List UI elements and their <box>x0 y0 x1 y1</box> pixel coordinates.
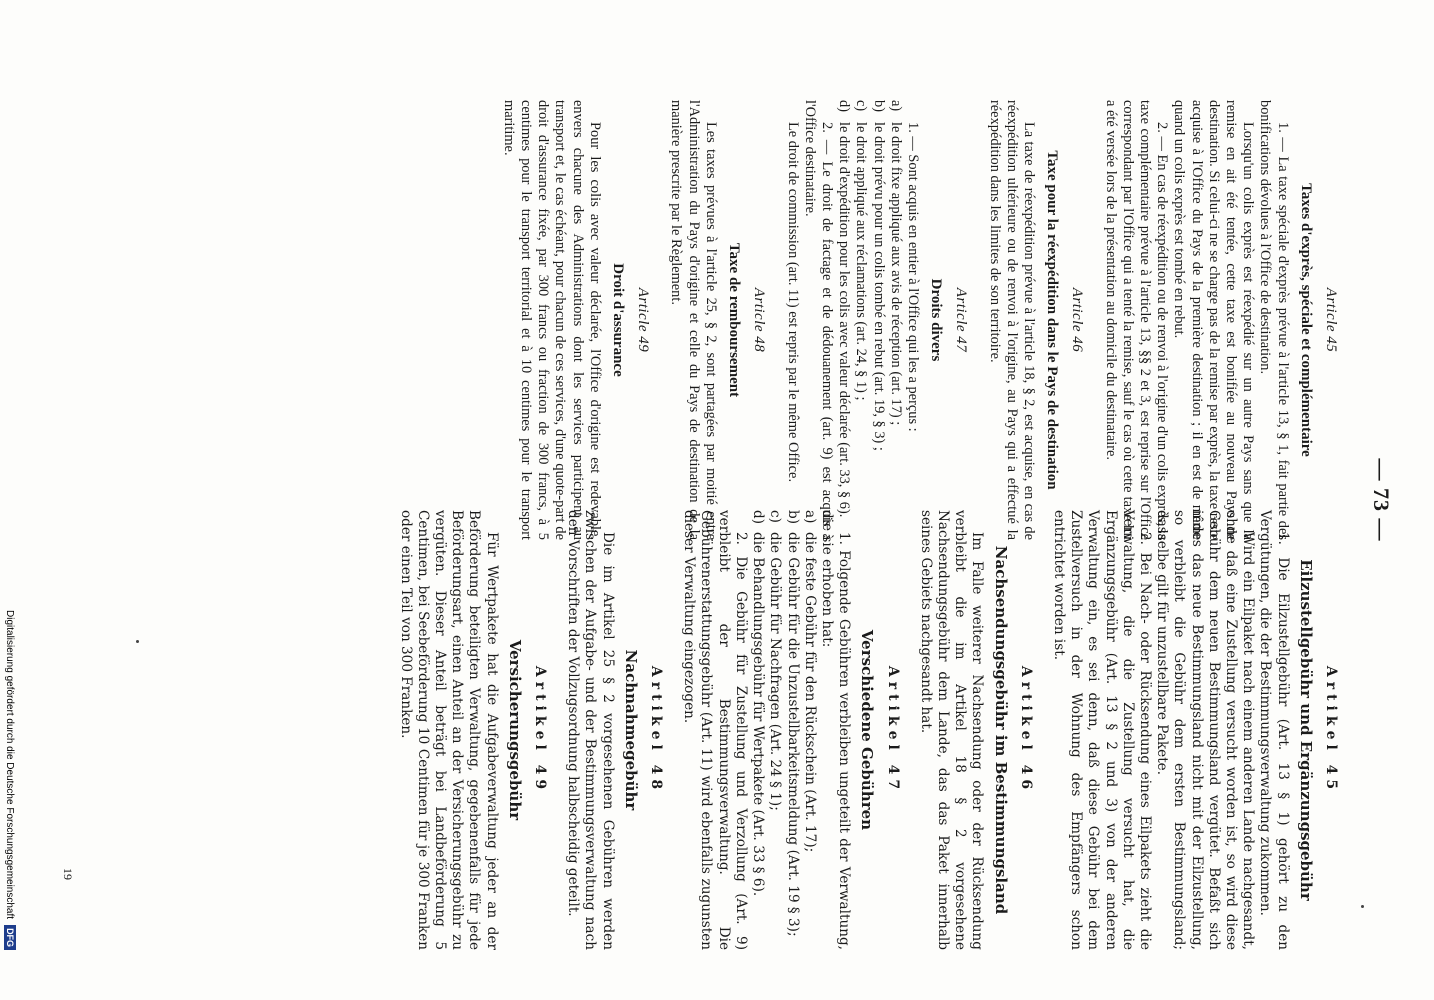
article-47-heading-fr: Droits divers <box>928 278 945 362</box>
article-45-p2-fr: Lorsqu'un colis exprès est réexpédié sur un autre Pays sans que la remise en ait été tentée, cette taxe est bonifiée au nouveau Pays de destination. Si celui-ci ne se charge pas de la remise par exprès, la taxe reste acquise à l'Office du Pays de la première destination ; il en est de même quand un colis exprès est tombé en rebut. <box>1171 100 1257 540</box>
article-48-heading-fr: Taxe de remboursement <box>726 242 743 398</box>
article-46-title-de: Artikel 46 <box>1017 665 1034 795</box>
digitization-footer <box>4 610 16 950</box>
article-45-p2-de: Wird ein Eilpaket nach einem anderen Lande nachgesandt, ohne daß eine Zustellung versucht worden ist, so wird diese Gebühr dem neuen Bestimmungsland vergütet. Befaßt sich indes das neue Bestimmungsland nicht mit der Eilzustellung, so verbleibt die Gebühr dem ersten Bestimmungsland; dasselbe gilt für unzustellbare Pakete. <box>1154 510 1257 950</box>
article-46-p1-de: Im Falle weiterer Nachsendung oder der Rücksendung verbleibt die im Artikel 18 § 2 vorgesehene Nachsendungsgebühr dem Lande, das das Paket innerhalb seines Gebiets nachgesandt hat. <box>917 510 986 950</box>
article-47-p2-de: 2. Die Gebühr für Zustellung und Verzollung (Art. 9) verbleibt der Bestimmungsverwaltung. Die Gebührenerstattungsgebühr (Art. 11) wird ebenfalls zugunsten dieser Verwaltung eingezogen. <box>681 510 749 950</box>
article-47-heading-de: Verschiedene Gebühren <box>858 629 877 831</box>
article-45-heading-fr: Taxes d'exprès, spéciale et complémentaire <box>1297 183 1314 457</box>
article-49-title-fr: Article 49 <box>635 287 652 353</box>
article-48-title-de: Artikel 48 <box>648 665 665 795</box>
article-48-heading-de: Nachnahmegebühr <box>621 649 640 811</box>
article-47-p1-de: 1. Folgende Gebühren verbleiben ungeteilt der Verwaltung, die sie erhoben hat: <box>818 510 853 950</box>
article-48-p1-fr: Les taxes prévues à l'article 25, § 2, sont partagées par moitié entre l'Administration du Pays d'origine et celle du Pays de destination de la manière prescrite par le Règlement. <box>668 100 719 540</box>
french-column <box>500 100 1339 540</box>
article-48-p1-de: Die im Artikel 25 § 2 vorgesehenen Gebühren werden zwischen der Aufgabe- und der Bestimmungsverwaltung nach den Vorschriften der Vollzugsordnung halbscheidig geteilt. <box>565 510 616 950</box>
page-number: — 73 — <box>1369 458 1394 542</box>
list-item: d)le droit d'expédition pour les colis avec valeur déclarée (art. 33, § 6). <box>836 100 853 518</box>
article-49-p1-fr: Pour les colis avec valeur déclarée, l'Office d'origine est redevable, envers chacune des Administrations dont les services participent au transport et, le cas échéant, pour chacun de ces services, d'une quote-part de droit d'assurance fixée, par 300 francs ou fraction de 300 francs, à 5 centimes pour le transport territorial et à 10 centimes pour le transport maritime. <box>500 100 603 540</box>
list-item: c)le droit appliqué aux réclamations (art. 24, § 1) ; <box>853 100 870 401</box>
list-item: a)die feste Gebühr für den Rückschein (Art. 17); <box>801 510 818 853</box>
sheet-signature: 19 <box>61 868 75 880</box>
article-49-title-de: Artikel 49 <box>532 665 549 795</box>
article-46-title-fr: Article 46 <box>1069 287 1086 353</box>
article-48-title-fr: Article 48 <box>751 287 768 353</box>
scan-speck <box>1361 905 1364 908</box>
article-47-title-fr: Article 47 <box>953 287 970 353</box>
list-item: d)die Behandlungsgebühr für Wertpakete (Art. 33 § 6). <box>750 510 767 897</box>
article-49-heading-fr: Droit d'assurance <box>610 263 627 377</box>
article-45-p1-fr: 1. — La taxe spéciale d'exprès prévue à l'article 13, § 1, fait partie des bonifications dévolues à l'Office de destination. <box>1257 100 1291 540</box>
article-45-p1-de: 1. Die Eilzustellgebühr (Art. 13 § 1) gehört zu den Vergütungen, die der Bestimmungsverwaltung zukommen. <box>1257 510 1291 950</box>
dfg-logo-icon: DFG <box>4 925 16 950</box>
article-45-title-de: Artikel 45 <box>1323 665 1339 795</box>
article-45-p3-fr: 2. — En cas de réexpédition ou de renvoi à l'origine d'un colis exprès, la taxe complémentaire prévue à l'article 13, §§ 2 et 3, est reprise sur l'Office correspondant par l'Office qui a tenté la remise, sauf le cas où cette taxe lui a été versée lors de la présentation au domicile du destinataire. <box>1102 100 1171 540</box>
list-item: c)die Gebühr für Nachfragen (Art. 24 § 1); <box>767 510 784 811</box>
scan-speck <box>136 640 139 643</box>
article-45-p3-de: 2. Bei Nach- oder Rücksendung eines Eilpakets zieht die Verwaltung, die die Zustellung versucht hat, die Ergänzungsgebühr (Art. 13 § 2 und 3) von der anderen Verwaltung ein, es sei denn, daß diese Gebühr bei dem Zustellversuch in der Wohnung des Empfängers schon entrichtet worden ist. <box>1050 510 1153 950</box>
article-45-heading-de: Eilzustellgebühr und Ergänzungsgebühr <box>1296 559 1315 901</box>
article-47-p3-fr: Le droit de commission (art. 11) est repris par le même Office. <box>784 122 801 483</box>
list-item: a)le droit fixe appliqué aux avis de réception (art. 17) ; <box>887 100 904 426</box>
list-item: b)die Gebühr für die Unzustellbarkeitsmeldung (Art. 19 § 3); <box>784 510 801 937</box>
article-47-p2-fr: 2. — Le droit de factage et de dédouanement (art. 9) est acquis à l'Office destinataire. <box>801 100 835 540</box>
footer-text: Digitalisierung gefördert durch die Deutsche Forschungsgemeinschaft <box>4 610 16 920</box>
list-item: b)le droit prévu pour un colis tombé en rebut (art. 19, § 3) ; <box>870 100 887 451</box>
article-49-heading-de: Versicherungsgebühr <box>505 639 524 821</box>
article-46-heading-de: Nachsendungsgebühr im Bestimmungsland <box>991 545 1010 915</box>
article-49-p1-de: Für Wertpakete hat die Aufgabeverwaltung jeder an der Beförderung beteiligten Verwaltung, gegebenenfalls für jede Beförderungsart, einen Anteil an der Versicherungsgebühr zu vergüten. Dieser Anteil beträgt bei Landbeförderung 5 Centimen, bei Seebeförderung 10 Centimen für je 300 Franken oder einen Teil von 300 Franken. <box>397 510 500 950</box>
article-47-title-de: Artikel 47 <box>884 665 901 795</box>
article-47-p1-fr: 1. — Sont acquis en entier à l'Office qui les a perçus : <box>904 122 921 432</box>
article-46-p1-fr: La taxe de réexpédition prévue à l'article 18, § 2, est acquise, en cas de réexpédition ultérieure ou de renvoi à l'origine, au Pays qui a effectué la réexpédition dans les limites de son territoire. <box>986 100 1037 540</box>
german-column <box>396 510 1339 950</box>
article-45-title-fr: Article 45 <box>1323 287 1339 353</box>
article-46-heading-fr: Taxe pour la réexpédition dans le Pays de destination <box>1044 150 1061 490</box>
